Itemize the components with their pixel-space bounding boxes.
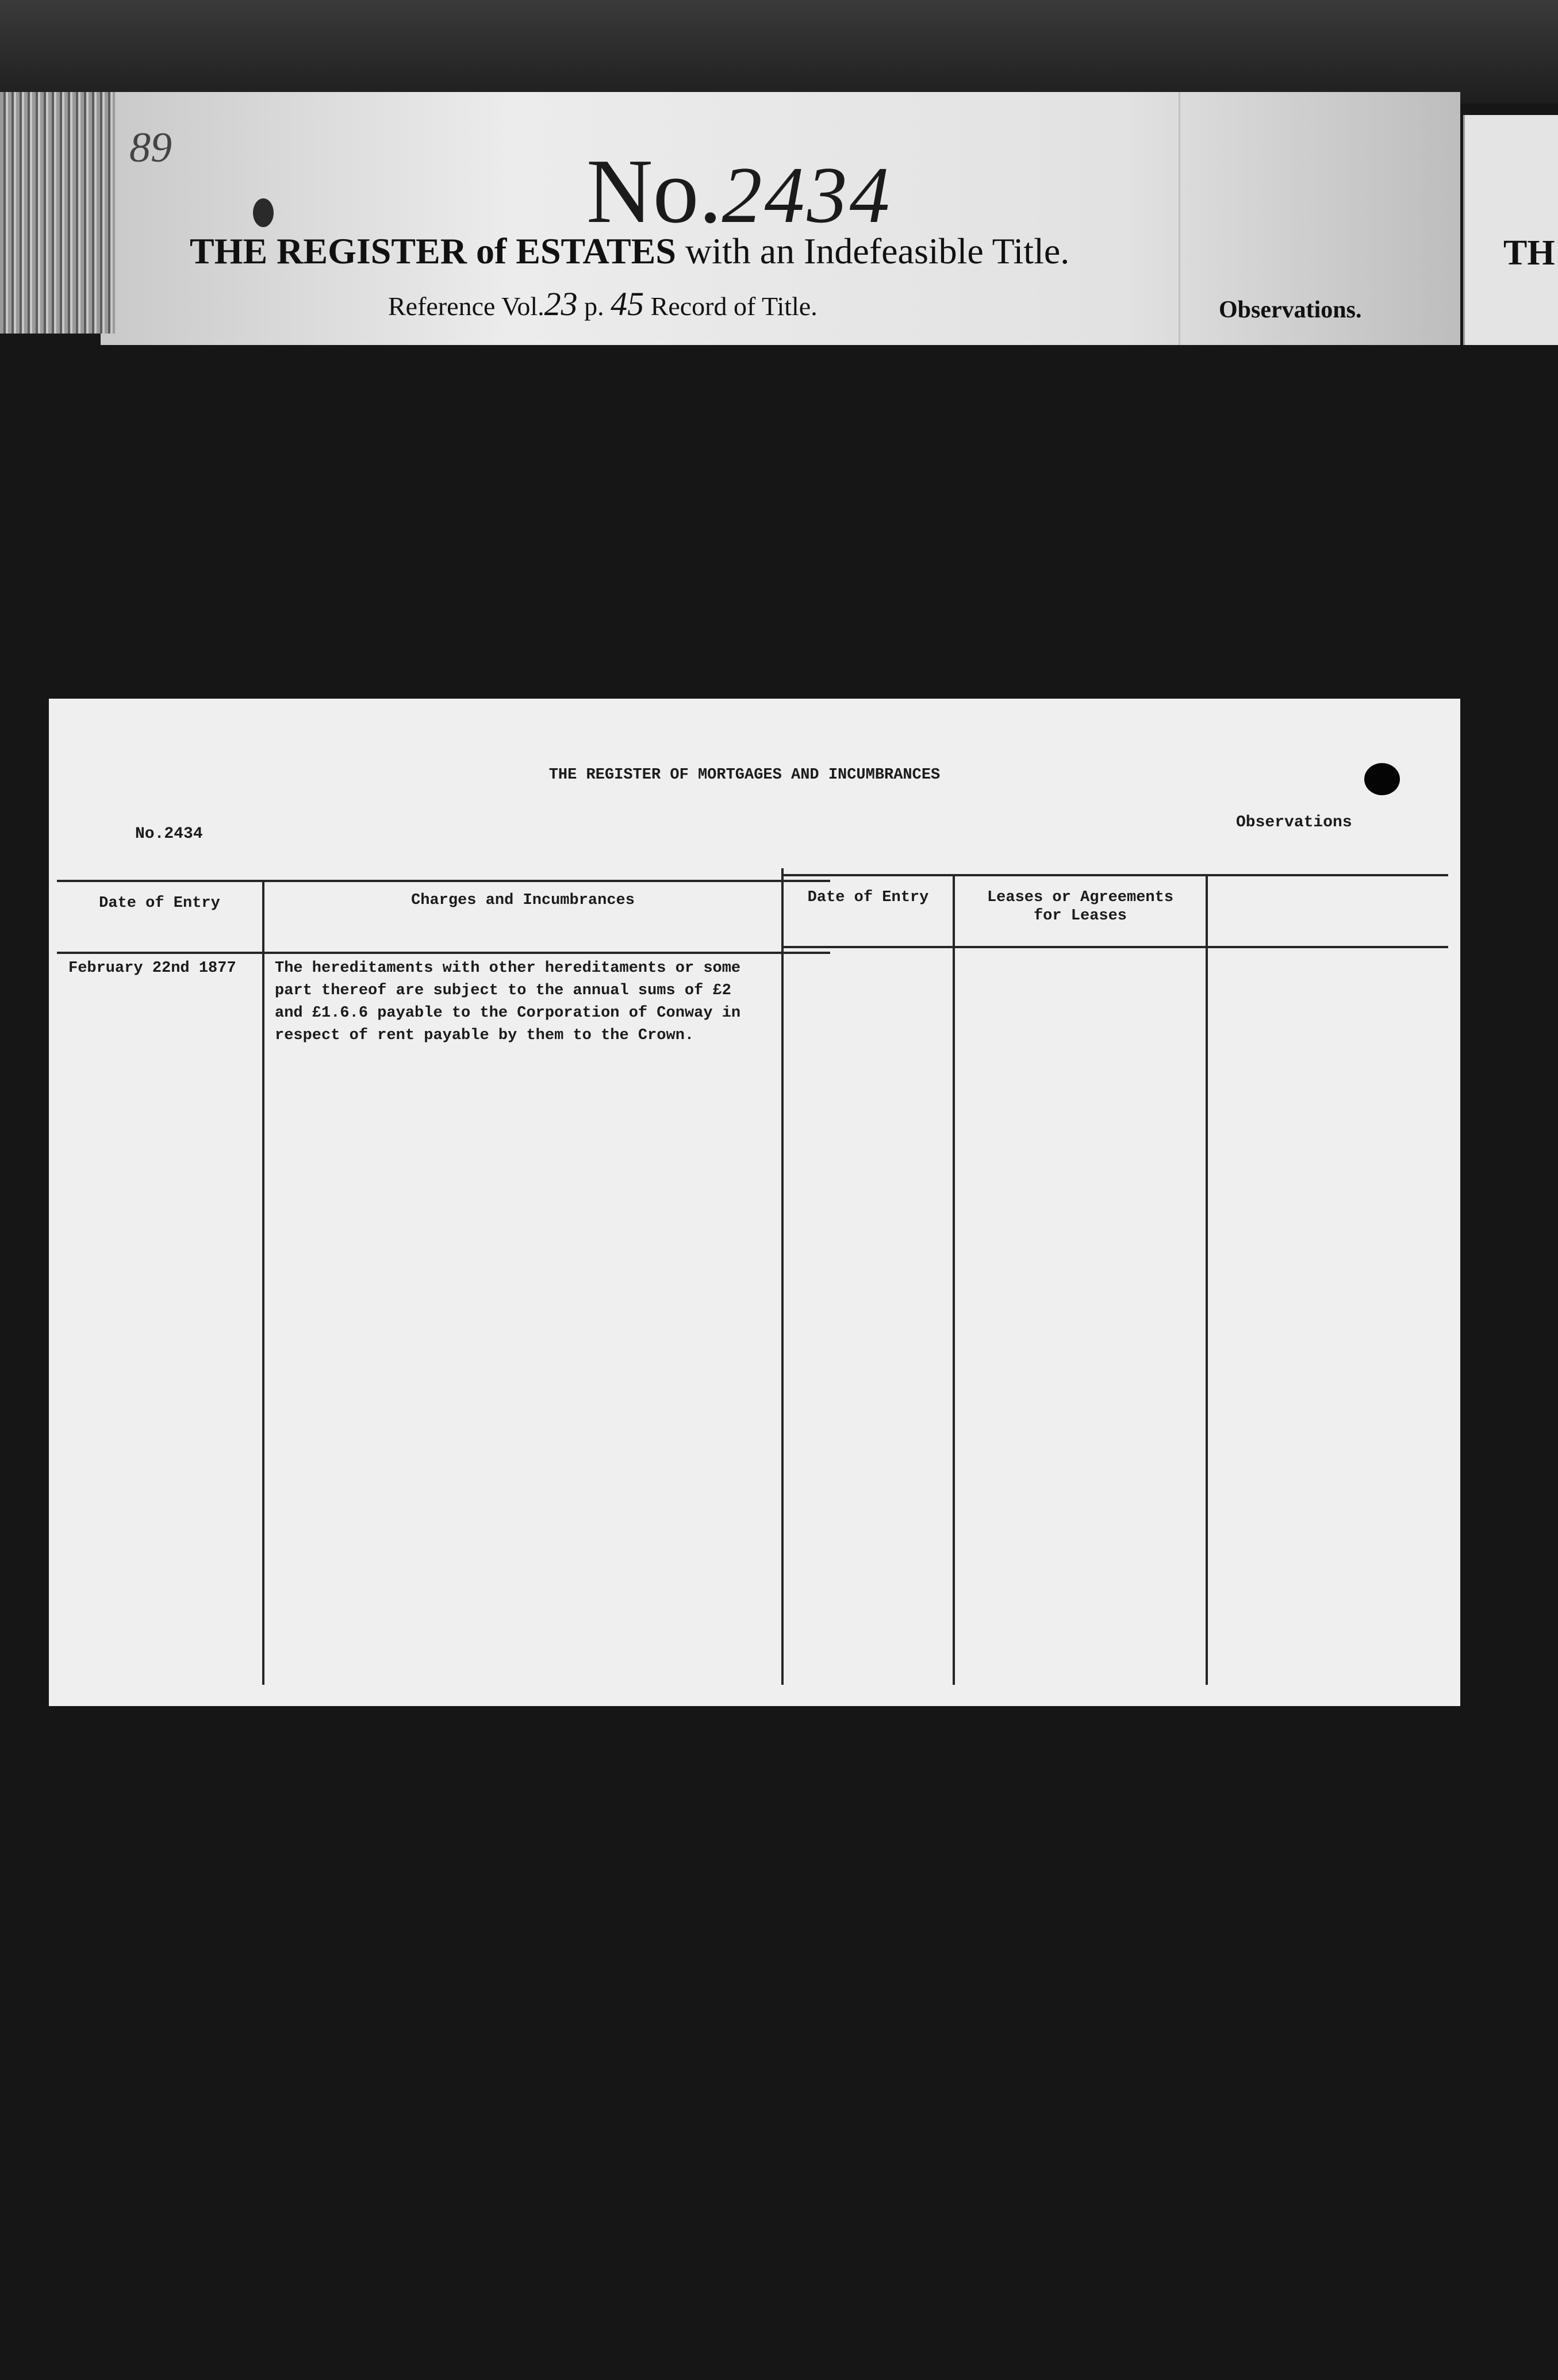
table-top-rule-right (781, 874, 1448, 876)
column-divider-1 (262, 880, 264, 1685)
background-top (0, 0, 1558, 104)
ledger-no-value: 2434 (722, 151, 892, 240)
ledger-no-prefix: No. (586, 140, 722, 242)
column-divider-2 (781, 868, 784, 1685)
row-date-of-entry: February 22nd 1877 (68, 960, 236, 977)
column-header-date-of-entry-2: Date of Entry (807, 889, 929, 906)
ledger-ref-suffix: Record of Title. (650, 292, 818, 321)
ledger-ref-page: 45 (611, 285, 644, 323)
column-header-leases: Leases or Agreements for Leases (987, 889, 1174, 925)
table-top-rule-left (57, 880, 830, 882)
ledger-title-part1: THE REGISTER of (190, 231, 507, 271)
ledger-ref-vol: 23 (544, 285, 578, 323)
ledger-next-page (1463, 115, 1558, 345)
register-sheet (49, 699, 1460, 1706)
row-charges-text: The hereditaments with other hereditaments or some part thereof are subject to the annual sums of £2 and £1.6.6 payable to the Corporation of Conway in respect of rent payable by them to the Crown. (275, 960, 741, 1044)
ledger-ref-p-label: p. (584, 292, 604, 321)
ledger-observations: Observations. (1219, 297, 1362, 323)
column-header-charges: Charges and Incumbrances (411, 892, 635, 909)
ledger-title-part2: ESTATES (516, 231, 676, 271)
sheet-title: THE REGISTER OF MORTGAGES AND INCUMBRANCES (548, 766, 941, 784)
sheet-number: No.2434 (135, 825, 203, 843)
ledger-page-number: 89 (129, 124, 172, 171)
sheet-observations: Observations (1236, 814, 1352, 831)
table-header-rule-right (781, 946, 1448, 948)
column-divider-3 (953, 874, 955, 1685)
table-header-rule-left (57, 952, 830, 954)
binding-hole (253, 198, 274, 227)
ledger-title-part3: with an Indefeasible Title. (685, 231, 1070, 271)
ledger-ref-label: Reference Vol. (388, 292, 544, 321)
column-header-date-of-entry: Date of Entry (99, 895, 220, 912)
ledger-register-number (586, 138, 892, 244)
ledger-next-page-title: TH (1503, 233, 1555, 273)
column-divider-4 (1206, 874, 1208, 1685)
ledger-fold-line (1179, 92, 1180, 345)
ledger-reference (388, 285, 818, 323)
ledger-page-edges (0, 92, 115, 334)
ledger-title (190, 230, 1069, 273)
